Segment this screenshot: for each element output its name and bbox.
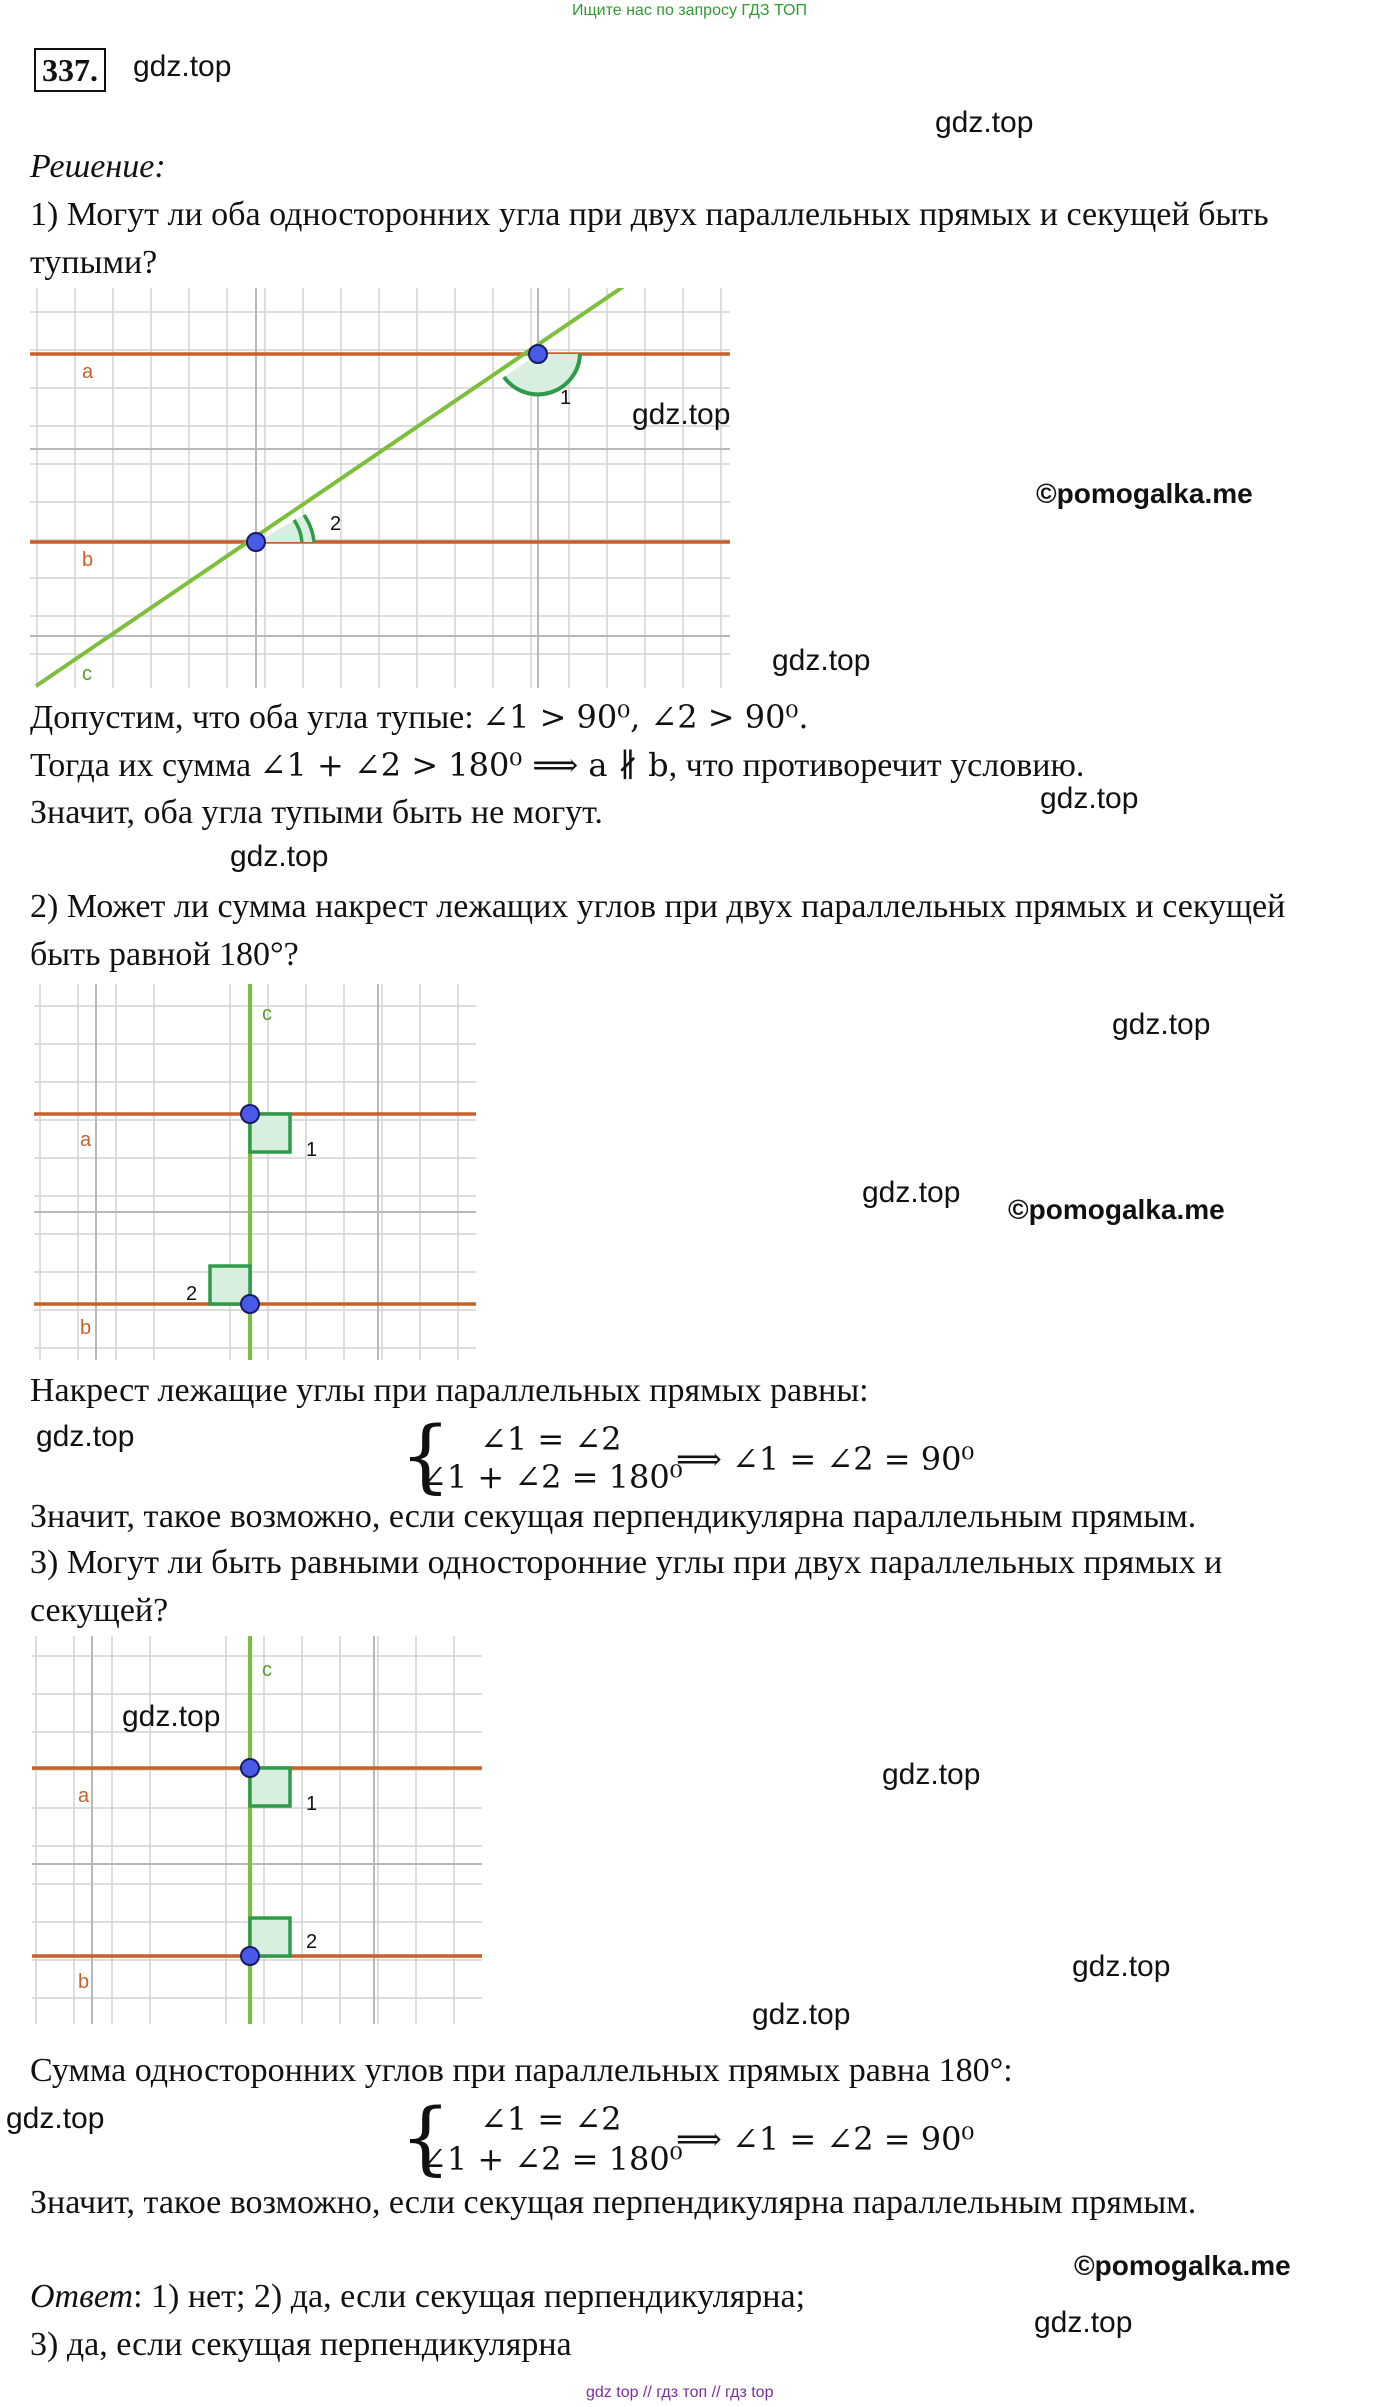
part1-then (30, 746, 1084, 785)
point-intersection-a (529, 345, 547, 363)
part2-statement: Накрест лежащие углы при параллельных прямых равны: (30, 1372, 869, 1409)
watermark-pomogalka: ©pomogalka.me (1074, 2250, 1291, 2281)
label-a: a (78, 1785, 90, 1807)
label-a: a (82, 361, 94, 383)
watermark-gdz: gdz.top (6, 2102, 105, 2135)
point-intersection-b (241, 1295, 259, 1313)
point-intersection-a (241, 1759, 259, 1777)
figure-3 (32, 1636, 482, 2024)
part1-question-line2: тупыми? (30, 244, 158, 281)
label-b: b (78, 1971, 90, 1993)
part1-assume-text: Допустим, что оба угла тупые: (30, 699, 483, 736)
task-site: gdz.top (133, 50, 232, 83)
watermark-gdz: gdz.top (230, 840, 329, 873)
part2-system-line2: ∠1 + ∠2 = 180⁰ (420, 1458, 683, 1496)
label-angle-1: 1 (560, 387, 572, 409)
part2-question-line1: 2) Может ли сумма накрест лежащих углов при двух параллельных прямых и секущей (30, 888, 1286, 925)
part3-question-line1: 3) Могут ли быть равными односторонние углы при двух параллельных прямых и (30, 1544, 1223, 1581)
part1-assume (30, 698, 808, 737)
part1-then-text: Тогда их сумма (30, 747, 260, 784)
part3-question-line2: секущей? (30, 1592, 169, 1629)
point-intersection-a (241, 1105, 259, 1123)
part2-system-line1: ∠1 = ∠2 (480, 1420, 622, 1458)
part3-system-result: ⟹ ∠1 = ∠2 = 90⁰ (676, 2120, 975, 2158)
part1-conclusion: Значит, оба угла тупыми быть не могут. (30, 794, 603, 831)
label-c: c (82, 663, 92, 685)
figure-1-grid (30, 288, 730, 688)
label-b: b (82, 549, 94, 571)
part3-system-line1: ∠1 = ∠2 (480, 2100, 622, 2138)
figure-2 (34, 984, 476, 1360)
watermark-gdz: gdz.top (1112, 1008, 1211, 1041)
answer-text1: : 1) нет; 2) да, если секущая перпендикулярна; (133, 2278, 806, 2315)
watermark-gdz: gdz.top (36, 1420, 135, 1453)
label-c: c (262, 1659, 272, 1681)
watermark-gdz: gdz.top (1040, 782, 1139, 815)
point-intersection-b (241, 1947, 259, 1965)
label-angle-2: 2 (330, 513, 342, 535)
part1-question-line1: 1) Могут ли оба односторонних угла при двух параллельных прямых и секущей быть (30, 196, 1269, 233)
watermark-gdz: gdz.top (1072, 1950, 1171, 1983)
part3-system-brace: { (400, 2091, 451, 2184)
label-a: a (80, 1129, 92, 1151)
solution-label: Решение: (30, 148, 166, 185)
part3-statement: Сумма односторонних углов при параллельных прямых равна 180°: (30, 2052, 1013, 2089)
top-banner: Ищите нас по запросу ГДЗ ТОП (572, 2, 807, 19)
part2-conclusion: Значит, такое возможно, если секущая перпендикулярна параллельным прямым. (30, 1498, 1197, 1535)
answer-line1 (30, 2278, 805, 2316)
part2-system-brace: { (400, 1409, 451, 1502)
figure-1 (30, 288, 730, 688)
watermark-gdz: gdz.top (882, 1758, 981, 1791)
watermark-gdz: gdz.top (632, 398, 731, 431)
point-intersection-b (247, 533, 265, 551)
part1-then-math: ∠1 + ∠2 > 180⁰ ⟹ a ∦ b (259, 746, 669, 784)
label-c: c (262, 1003, 272, 1025)
task-number: 337. (34, 48, 106, 92)
part2-question-line2: быть равной 180°? (30, 936, 299, 973)
watermark-pomogalka: ©pomogalka.me (1008, 1194, 1225, 1225)
watermark-gdz: gdz.top (935, 106, 1034, 139)
watermark-gdz: gdz.top (1034, 2306, 1133, 2339)
answer-line2: 3) да, если секущая перпендикулярна (30, 2326, 572, 2363)
part1-assume-math: ∠1 > 90⁰, ∠2 > 90⁰. (482, 698, 809, 736)
watermark-gdz: gdz.top (862, 1176, 961, 1209)
part1-then-suffix: , что противоречит условию. (668, 747, 1085, 784)
watermark-gdz: gdz.top (122, 1700, 221, 1733)
watermark-gdz: gdz.top (752, 1998, 851, 2031)
watermark-pomogalka: ©pomogalka.me (1036, 478, 1253, 509)
label-b: b (80, 1317, 92, 1339)
answer-label: Ответ (30, 2278, 134, 2315)
bottom-banner: gdz top // гдз топ // гдз top (586, 2384, 774, 2401)
part2-system-result: ⟹ ∠1 = ∠2 = 90⁰ (676, 1440, 975, 1478)
label-angle-1: 1 (306, 1139, 318, 1161)
label-angle-2: 2 (186, 1283, 198, 1305)
label-angle-2: 2 (306, 1931, 318, 1953)
part3-conclusion: Значит, такое возможно, если секущая перпендикулярна параллельным прямым. (30, 2184, 1197, 2221)
watermark-gdz: gdz.top (772, 644, 871, 677)
label-angle-1: 1 (306, 1793, 318, 1815)
part3-system-line2: ∠1 + ∠2 = 180⁰ (420, 2140, 683, 2178)
